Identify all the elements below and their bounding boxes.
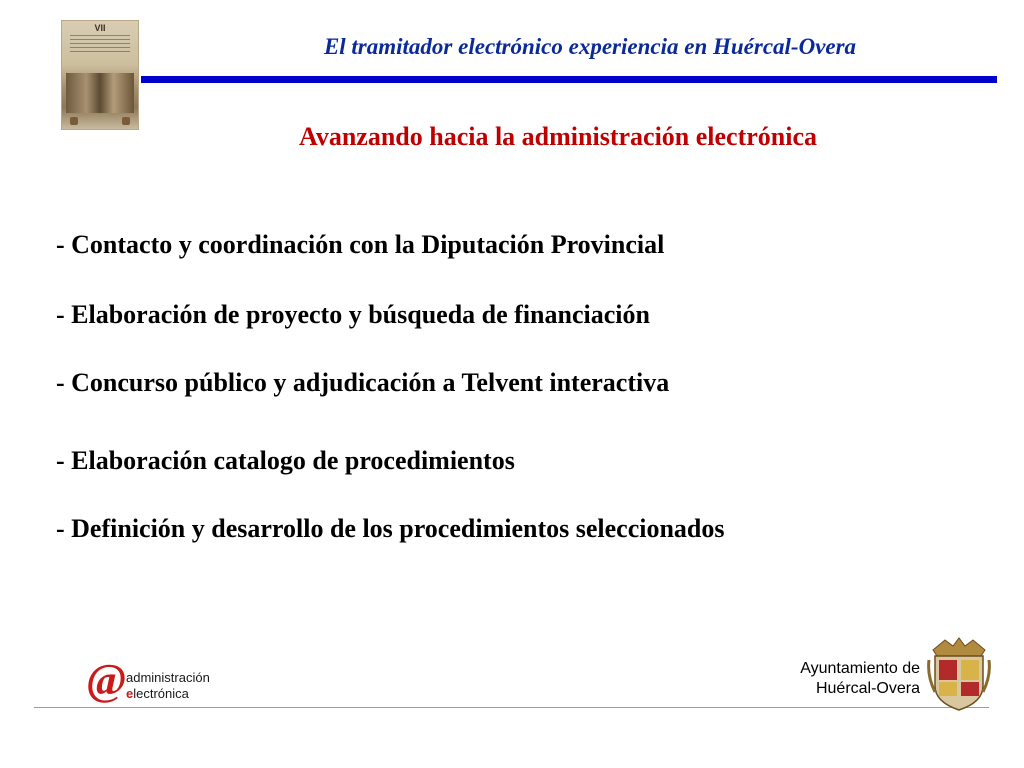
bullet-item: - Concurso público y adjudicación a Telvent interactiva bbox=[56, 368, 670, 397]
cover-photo bbox=[66, 73, 134, 113]
bullet-item: - Definición y desarrollo de los procedimientos seleccionados bbox=[56, 514, 725, 543]
logo-e-initial: e bbox=[126, 686, 134, 701]
header-title: El tramitador electrónico experiencia en Huércal-Overa bbox=[323, 34, 857, 59]
logo-line2-rest: lectrónica bbox=[133, 686, 189, 701]
org-line2: Huércal-Overa bbox=[815, 680, 920, 697]
cover-badges bbox=[70, 117, 130, 125]
coat-of-arms-icon bbox=[927, 636, 991, 712]
org-line1: Ayuntamiento de bbox=[800, 660, 920, 677]
section-title: Avanzando hacia la administración electrónica bbox=[298, 122, 818, 151]
conference-cover-thumbnail bbox=[61, 20, 139, 130]
cover-number: VII bbox=[94, 23, 106, 33]
header-rule bbox=[141, 76, 997, 83]
ayuntamiento-label bbox=[800, 659, 920, 699]
footer-rule bbox=[34, 707, 989, 708]
at-sign-icon: @ bbox=[86, 655, 127, 704]
logo-line2 bbox=[126, 686, 189, 701]
cover-text-lines bbox=[70, 35, 130, 55]
bullet-item: - Contacto y coordinación con la Diputación Provincial bbox=[56, 230, 665, 259]
bullet-item: - Elaboración catalogo de procedimientos bbox=[56, 446, 515, 475]
logo-line1: administración bbox=[126, 670, 210, 685]
administracion-electronica-logo bbox=[86, 655, 226, 706]
bullet-item: - Elaboración de proyecto y búsqueda de financiación bbox=[56, 300, 650, 329]
